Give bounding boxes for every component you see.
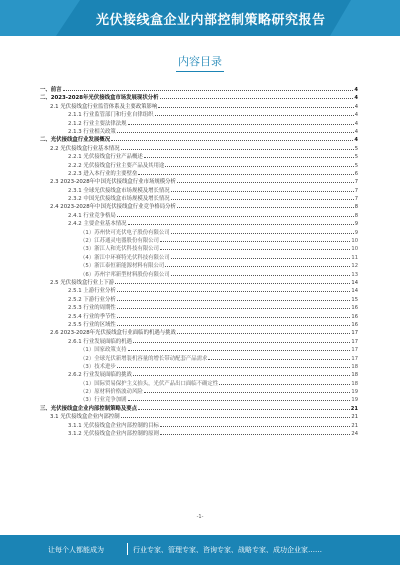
toc-entry-label: 2.1.2 行业主要法律法规 — [68, 120, 127, 127]
page-number: -1- — [196, 514, 204, 520]
toc-dot-leader — [171, 187, 354, 192]
toc-entry[interactable] — [40, 430, 358, 438]
toc-entry-page: 7 — [354, 196, 358, 203]
toc-entry[interactable] — [40, 203, 358, 211]
toc-entry[interactable] — [40, 94, 358, 102]
toc-dot-leader — [219, 380, 350, 385]
toc-entry-page: 5 — [354, 154, 358, 161]
toc-entry[interactable] — [40, 187, 358, 195]
toc-entry[interactable] — [40, 371, 358, 379]
toc-entry-page: 13 — [351, 271, 358, 278]
toc-entry-label: 2.1.3 行业相关政策 — [68, 128, 116, 135]
toc-entry[interactable] — [40, 346, 358, 354]
toc-dot-leader — [128, 220, 354, 225]
toc-dot-leader — [165, 262, 350, 267]
toc-entry-page: 6 — [354, 170, 358, 177]
toc-entry-page: 10 — [351, 246, 358, 253]
toc-dot-leader — [138, 170, 353, 175]
toc-entry-page: 7 — [354, 179, 358, 186]
toc-dot-leader — [128, 346, 351, 351]
toc-entry-label: 三、光伏接线盒企业内部控制策略及要点 — [40, 405, 138, 412]
toc-dot-leader — [117, 212, 354, 217]
toc-entry-page: 19 — [351, 397, 358, 404]
toc-entry-page: 17 — [351, 355, 358, 362]
toc-entry-label: 2.5.2 下游行业分析 — [68, 296, 116, 303]
header-decoration-right — [330, 0, 400, 36]
toc-heading-rule — [176, 71, 224, 72]
toc-entry[interactable] — [40, 287, 358, 295]
toc-entry-page: 4 — [354, 120, 358, 127]
toc-entry-label: 二、2023-2028年光伏接线盒市场发展现状分析 — [40, 95, 159, 102]
toc-entry[interactable] — [40, 103, 358, 111]
toc-dot-leader — [117, 296, 351, 301]
toc-entry-page: 17 — [351, 330, 358, 337]
toc-heading: 内容目录 — [178, 55, 222, 68]
toc-entry[interactable] — [40, 170, 358, 178]
toc-entry[interactable] — [40, 296, 358, 304]
toc-entry-page: 17 — [351, 347, 358, 354]
toc-dot-leader — [117, 313, 351, 318]
toc-dot-leader — [117, 321, 351, 326]
toc-entry[interactable] — [40, 388, 358, 396]
toc-entry-label: 2.5 光伏接线盒行业上下游 — [50, 279, 115, 286]
header-decoration-left — [0, 0, 80, 36]
toc-entry-page: 16 — [351, 313, 358, 320]
toc-dot-leader — [117, 363, 351, 368]
toc-entry-page: 24 — [351, 431, 358, 438]
toc-entry-label: （5）浙江泰恒新能源材料有限公司 — [80, 263, 165, 270]
toc-entry-label: 2.2.3 进入本行业的主要壁垒 — [68, 170, 138, 177]
toc-dot-leader — [160, 94, 354, 99]
toc-dot-leader — [138, 405, 350, 410]
table-of-contents — [40, 86, 358, 438]
toc-entry-page: 9 — [354, 229, 358, 236]
toc-entry-page: 11 — [351, 254, 358, 261]
toc-dot-leader — [133, 371, 350, 376]
toc-entry[interactable] — [40, 329, 358, 337]
toc-entry-label: 2.6.1 行业发展面临的机遇 — [68, 338, 132, 345]
toc-entry-page: 21 — [350, 405, 358, 412]
toc-dot-leader — [144, 153, 354, 158]
toc-dot-leader — [117, 304, 351, 309]
toc-entry-page: 21 — [351, 414, 358, 421]
toc-entry[interactable] — [40, 153, 358, 161]
toc-entry[interactable] — [40, 245, 358, 253]
toc-dot-leader — [165, 162, 353, 167]
toc-entry-page: 8 — [354, 204, 358, 211]
toc-entry[interactable] — [40, 145, 358, 153]
toc-dot-leader — [128, 120, 354, 125]
toc-entry[interactable] — [40, 304, 358, 312]
toc-entry-label: 2.4.1 行业竞争格局 — [68, 212, 116, 219]
toc-dot-leader — [171, 195, 354, 200]
page-header — [0, 0, 400, 36]
toc-entry[interactable] — [40, 355, 358, 363]
toc-entry-label: 2.4.2 主要企业基本情况 — [68, 221, 127, 228]
toc-entry-label: 2.3.2 中国光伏接线盒市场规模及增长情况 — [68, 196, 170, 203]
toc-entry[interactable] — [40, 396, 358, 404]
toc-entry-label: （1）国际贸易保护主义抬头，光伏产品出口面临不确定性 — [80, 380, 219, 387]
toc-entry-label: 二、光伏接线盒行业发展概况 — [40, 137, 111, 144]
toc-entry[interactable] — [40, 321, 358, 329]
toc-entry-label: 2.2.1 光伏接线盒行业产品概述 — [68, 154, 143, 161]
toc-entry-page: 8 — [354, 212, 358, 219]
toc-entry[interactable] — [40, 162, 358, 170]
toc-entry[interactable] — [40, 86, 358, 94]
toc-dot-leader — [171, 271, 351, 276]
toc-entry-label: 2.5.3 行业的周期性 — [68, 305, 116, 312]
toc-entry-page: 17 — [351, 338, 358, 345]
toc-entry-page: 14 — [351, 279, 358, 286]
toc-dot-leader — [128, 396, 351, 401]
toc-entry-page: 4 — [354, 112, 358, 119]
toc-entry-label: 一、前言 — [40, 87, 62, 93]
toc-entry-page: 16 — [351, 321, 358, 328]
toc-dot-leader — [158, 103, 353, 108]
toc-entry-label: 2.6.2 行业发展面临的挑战 — [68, 372, 132, 379]
toc-entry[interactable] — [40, 262, 358, 270]
toc-entry-label: 2.2 光伏接线盒行业基本情况 — [50, 145, 120, 152]
toc-entry[interactable] — [40, 237, 358, 245]
toc-entry-page: 16 — [351, 305, 358, 312]
toc-entry-label: 2.1.1 行业监管部门和行业自律组织 — [68, 112, 154, 119]
toc-entry-page: 12 — [351, 263, 358, 270]
toc-dot-leader — [121, 145, 354, 150]
footer-slogan-right: 行业专家、管理专家、咨询专家、战略专家、成功企业家…… — [133, 546, 322, 554]
toc-entry-page: 19 — [351, 389, 358, 396]
toc-entry-label: 2.5.4 行业的季节性 — [68, 313, 116, 320]
toc-entry-label: （1）国家政策支持 — [80, 347, 127, 354]
toc-entry-page: 18 — [351, 363, 358, 370]
toc-entry-label: 2.1 光伏接线盒行业监管体系及主要政策影响 — [50, 103, 158, 110]
toc-dot-leader — [171, 254, 351, 259]
toc-entry-label: （4）浙江中环赛特光伏科技有限公司 — [80, 254, 170, 261]
page-footer — [0, 535, 400, 565]
footer-divider — [127, 543, 128, 555]
toc-entry-label: （6）苏州宇邦新型材料股份有限公司 — [80, 271, 170, 278]
toc-dot-leader — [177, 178, 354, 183]
toc-dot-leader — [208, 355, 350, 360]
toc-dot-leader — [171, 229, 354, 234]
toc-entry[interactable] — [40, 405, 358, 413]
toc-entry-label: 3.1.1 光伏接线盒企业内部控制的目标 — [68, 422, 159, 429]
toc-entry-page: 10 — [351, 238, 358, 245]
toc-entry-page: 5 — [354, 145, 358, 152]
toc-dot-leader — [160, 245, 350, 250]
toc-entry[interactable] — [40, 212, 358, 220]
toc-entry-label: 2.3.1 全球光伏接线盒市场规模及增长情况 — [68, 187, 170, 194]
toc-entry-page: 4 — [354, 87, 358, 93]
toc-entry-label: 3.1 光伏接线盒企业内部控制 — [50, 414, 120, 421]
toc-entry-label: 2.5.1 上游行业分析 — [68, 288, 116, 295]
toc-entry-page: 18 — [351, 372, 358, 379]
toc-entry[interactable] — [40, 229, 358, 237]
toc-dot-leader — [133, 338, 350, 343]
toc-entry-page: 18 — [351, 380, 358, 387]
toc-entry-page: 9 — [354, 221, 358, 228]
toc-entry-label: 3.1.2 光伏接线盒企业内部控制的原则 — [68, 431, 159, 438]
toc-entry-label: 2.2.2 光伏接线盒行业主要产品及其用途 — [68, 162, 165, 169]
toc-entry-label: 2.3 2023-2028年中国光伏接线盒行业市场规模分析 — [50, 179, 176, 186]
toc-entry-label: （3）技术进步 — [80, 363, 116, 370]
toc-dot-leader — [160, 422, 350, 427]
toc-dot-leader — [155, 111, 354, 116]
toc-dot-leader — [144, 388, 351, 393]
toc-entry-label: （3）浙江人和光伏科技有限公司 — [80, 246, 159, 253]
toc-entry[interactable] — [40, 120, 358, 128]
toc-entry[interactable] — [40, 380, 358, 388]
toc-entry[interactable] — [40, 220, 358, 228]
toc-dot-leader — [115, 279, 350, 284]
toc-entry-label: 2.6 2023-2028年光伏接线盒行业面临的机遇与挑战 — [50, 330, 176, 337]
report-title: 光伏接线盒企业内部控制策略研究报告 — [96, 13, 326, 28]
toc-dot-leader — [117, 287, 351, 292]
toc-entry-page: 4 — [354, 137, 358, 144]
toc-entry-label: 2.4 2023-2028年中国光伏接线盒行业竞争格局分析 — [50, 204, 176, 211]
toc-dot-leader — [111, 136, 353, 141]
toc-entry[interactable] — [40, 128, 358, 136]
toc-entry[interactable] — [40, 271, 358, 279]
toc-entry[interactable] — [40, 254, 358, 262]
toc-entry-page: 15 — [351, 296, 358, 303]
toc-entry-page: 14 — [351, 288, 358, 295]
toc-dot-leader — [160, 430, 350, 435]
toc-entry-label: 2.5.5 行业的区域性 — [68, 321, 116, 328]
toc-entry-page: 5 — [354, 162, 358, 169]
footer-slogan-left: 让每个人都能成为 — [48, 546, 104, 554]
toc-dot-leader — [117, 128, 354, 133]
toc-entry-page: 4 — [354, 128, 358, 135]
toc-entry-page: 7 — [354, 187, 358, 194]
toc-entry[interactable] — [40, 313, 358, 321]
toc-entry[interactable] — [40, 111, 358, 119]
toc-dot-leader — [177, 203, 354, 208]
toc-entry[interactable] — [40, 338, 358, 346]
toc-dot-leader — [177, 329, 350, 334]
toc-entry-label: （2）全球光伏新增装机容量的增长带动配套产品需求 — [80, 355, 208, 362]
toc-entry-page: 4 — [354, 95, 358, 102]
toc-entry-label: （3）行业竞争加剧 — [80, 397, 127, 404]
toc-entry-page: 21 — [351, 422, 358, 429]
toc-entry-label: （1）苏州快可光伏电子股份有限公司 — [80, 229, 170, 236]
toc-entry[interactable] — [40, 413, 358, 421]
toc-dot-leader — [121, 413, 351, 418]
toc-entry-label: （2）原材料价格波动风险 — [80, 389, 143, 396]
toc-entry-page: 4 — [354, 103, 358, 110]
toc-entry[interactable] — [40, 363, 358, 371]
toc-entry[interactable] — [40, 279, 358, 287]
toc-entry[interactable] — [40, 195, 358, 203]
toc-entry[interactable] — [40, 422, 358, 430]
toc-entry[interactable] — [40, 136, 358, 144]
toc-dot-leader — [160, 237, 350, 242]
toc-dot-leader — [63, 86, 354, 91]
toc-entry[interactable] — [40, 178, 358, 186]
toc-entry-label: （2）江苏通灵电器股份有限公司 — [80, 238, 159, 245]
